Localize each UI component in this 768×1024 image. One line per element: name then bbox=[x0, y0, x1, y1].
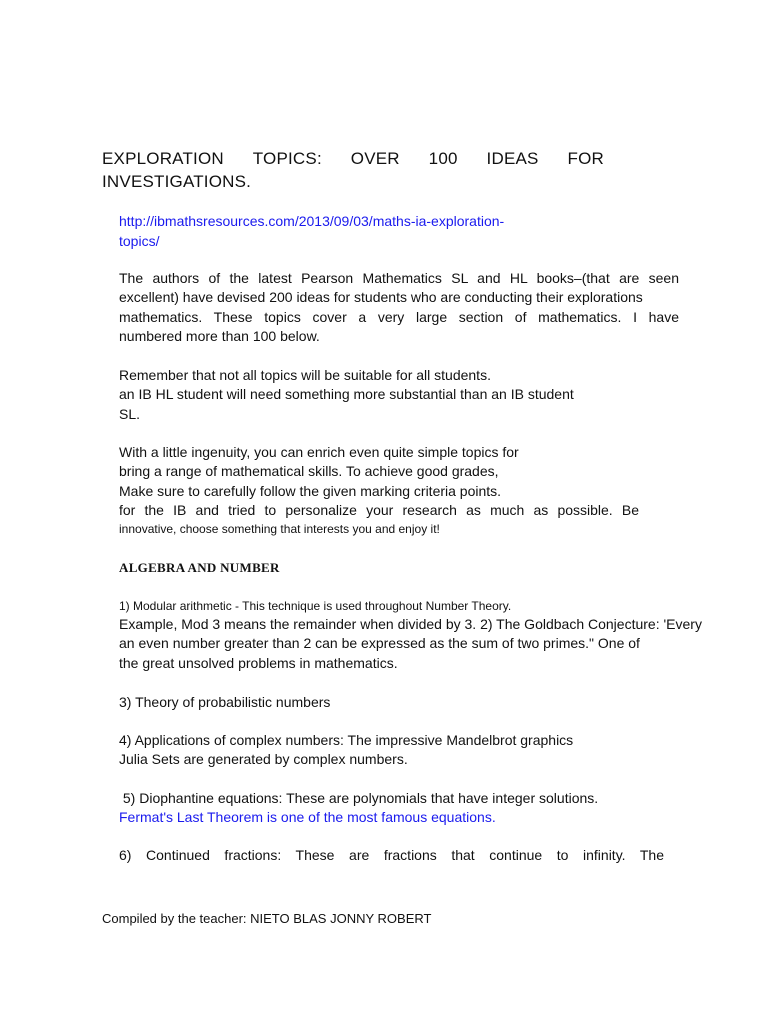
paragraph-line: 1) Modular arithmetic - This technique is used throughout Number Theory. bbox=[119, 599, 512, 613]
source-link[interactable] bbox=[119, 211, 559, 251]
paragraph-line: Remember that not all topics will be suitable for all students. bbox=[119, 367, 491, 383]
title-word: TOPICS: bbox=[252, 149, 322, 168]
paragraph-line: 5) Diophantine equations: These are polynomials that have integer solutions. bbox=[119, 790, 599, 806]
paragraph-line: for the IB and tried to personalize your research as much as possible. Be bbox=[119, 501, 639, 518]
source-link-line[interactable]: topics/ bbox=[119, 233, 160, 249]
paragraph-line: 6) Continued fractions: These are fractions that continue to infinity. The bbox=[119, 847, 664, 863]
paragraph-line: Make sure to carefully follow the given marking criteria points. bbox=[119, 482, 502, 499]
title-word: 100 bbox=[428, 149, 458, 168]
ingenuity-paragraph bbox=[119, 443, 639, 539]
topic-1-2 bbox=[119, 597, 734, 673]
paragraph-line: the great unsolved problems in mathematics. bbox=[119, 654, 398, 671]
topic-3: 3) Theory of probabilistic numbers bbox=[119, 694, 331, 710]
title-word: EXPLORATION bbox=[102, 149, 224, 168]
remember-paragraph bbox=[119, 366, 679, 424]
source-link-line[interactable]: http://ibmathsresources.com/2013/09/03/maths-ia-exploration- bbox=[119, 213, 505, 229]
paragraph-line: Example, Mod 3 means the remainder when divided by 3. 2) The Goldbach Conjecture: 'Every bbox=[119, 616, 702, 632]
paragraph-line: Julia Sets are generated by complex numbers. bbox=[119, 751, 408, 768]
topic-4 bbox=[119, 731, 639, 770]
page-title bbox=[102, 147, 604, 193]
paragraph-line: bring a range of mathematical skills. To achieve good grades, bbox=[119, 463, 499, 480]
title-word: FOR bbox=[567, 149, 604, 168]
paragraph-line: excellent) have devised 200 ideas for students who are conducting their explorations bbox=[119, 289, 643, 306]
topic-6 bbox=[119, 846, 664, 865]
page-title-line-2: INVESTIGATIONS. bbox=[102, 172, 252, 191]
paragraph-line-link[interactable]: Fermat's Last Theorem is one of the most famous equations. bbox=[119, 809, 496, 826]
page-footer: Compiled by the teacher: NIETO BLAS JONNY ROBERT bbox=[102, 911, 432, 926]
paragraph-line: numbered more than 100 below. bbox=[119, 327, 320, 344]
paragraph-line: The authors of the latest Pearson Mathematics SL and HL books–(that are seen bbox=[119, 270, 679, 286]
topic-5 bbox=[119, 789, 679, 828]
paragraph-line: SL. bbox=[119, 405, 141, 422]
title-word: IDEAS bbox=[486, 149, 539, 168]
paragraph-line: With a little ingenuity, you can enrich even quite simple topics for bbox=[119, 444, 519, 460]
paragraph-line: innovative, choose something that interests you and enjoy it! bbox=[119, 522, 440, 537]
intro-paragraph bbox=[119, 269, 679, 346]
paragraph-line: an IB HL student will need something more substantial than an IB student bbox=[119, 386, 574, 403]
section-heading: ALGEBRA AND NUMBER bbox=[119, 560, 280, 575]
paragraph-line: an even number greater than 2 can be expressed as the sum of two primes." One of bbox=[119, 635, 640, 652]
title-word: OVER bbox=[350, 149, 400, 168]
paragraph-line: 4) Applications of complex numbers: The impressive Mandelbrot graphics bbox=[119, 732, 574, 748]
paragraph-line: mathematics. These topics cover a very large section of mathematics. I have bbox=[119, 308, 679, 325]
page-title-line-1 bbox=[102, 147, 604, 170]
